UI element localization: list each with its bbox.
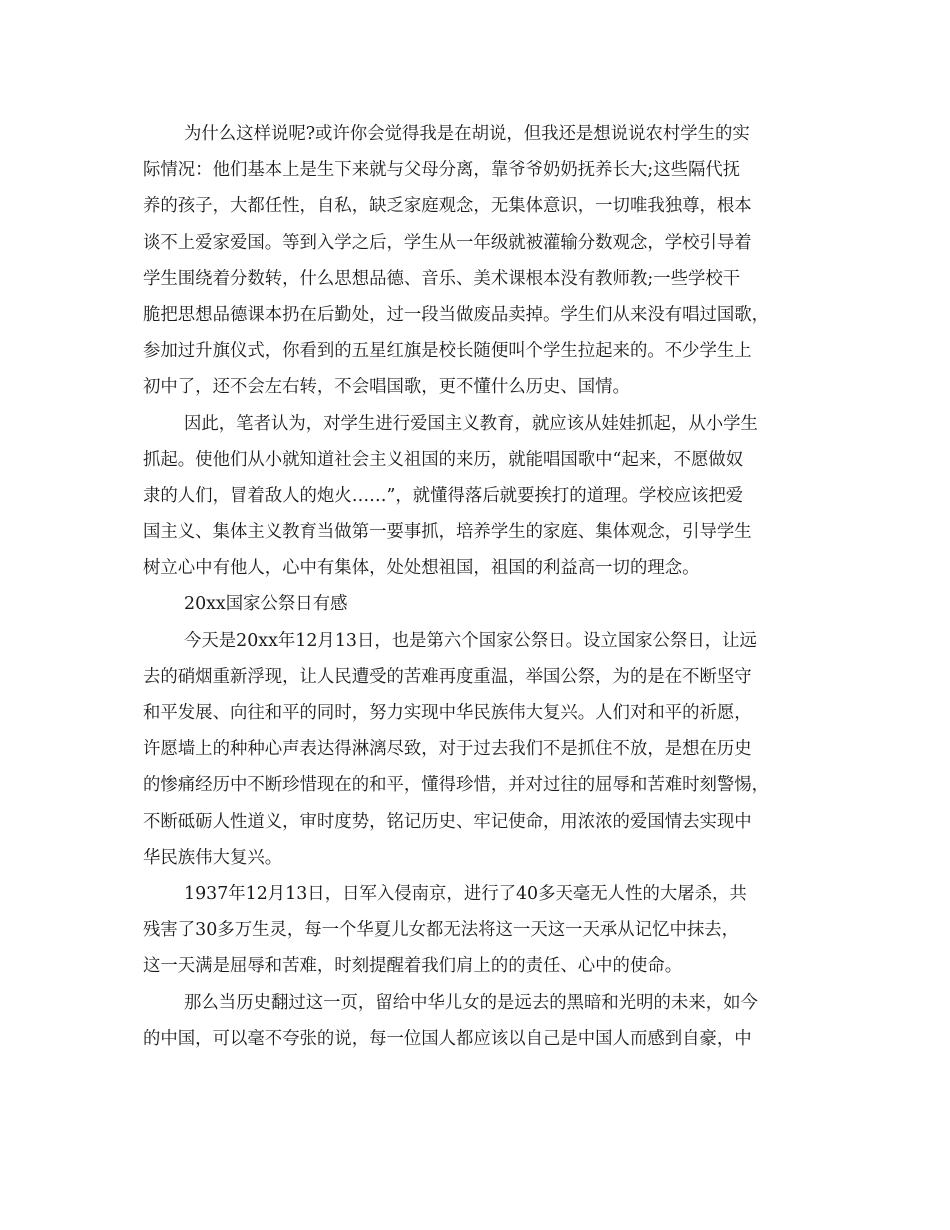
text-line: 初中了，还不会左右转，不会唱国歌，更不懂什么历史、国情。	[143, 377, 630, 398]
text-line: 际情况：他们基本上是生下来就与父母分离，靠爷爷奶奶抚养长大;这些隔代抚	[143, 160, 741, 181]
text-line: 许愿墙上的种种心声表达得淋漓尽致，对于过去我们不是抓住不放，是想在历史	[143, 739, 752, 760]
text-line: 脆把思想品德课本扔在后勤处，过一段当做废品卖掉。学生们从来没有唱过国歌，	[143, 304, 770, 325]
text-line: 谈不上爱家爱国。等到入学之后，学生从一年级就被灌输分数观念，学校引导着	[143, 232, 752, 253]
text-line: 这一天满是屈辱和苦难，时刻提醒着我们肩上的的责任、心中的使命。	[143, 956, 683, 977]
section-heading: 20xx国家公祭日有感	[184, 594, 348, 615]
text-line: 养的孩子，大都任性，自私，缺乏家庭观念，无集体意识，一切唯我独尊，根本	[143, 196, 752, 217]
text-line: 不断砥砺人性道义，审时度势，铭记历史、牢记使命，用浓浓的爱国情去实现中	[143, 811, 752, 832]
text-line: 国主义、集体主义教育当做第一要事抓，培养学生的家庭、集体观念，引导学生	[143, 522, 752, 543]
text-line: 的中国，可以毫不夸张的说，每一位国人都应该以自己是中国人而感到自豪，中	[143, 1028, 752, 1049]
text-line: 隶的人们，冒着敌人的炮火……”，就懂得落后就要挨打的道理。学校应该把爱	[143, 485, 744, 506]
text-line: 今天是20xx年12月13日，也是第六个国家公祭日。设立国家公祭日，让远	[184, 630, 757, 651]
text-line: 树立心中有他人，心中有集体，处处想祖国，祖国的利益高一切的理念。	[143, 558, 700, 579]
text-line: 去的硝烟重新浮现，让人民遭受的苦难再度重温，举国公祭，为的是在不断坚守	[143, 666, 752, 687]
text-line: 的惨痛经历中不断珍惜现在的和平，懂得珍惜，并对过往的屈辱和苦难时刻警惕，	[143, 775, 770, 796]
text-line: 那么当历史翻过这一页，留给中华儿女的是远去的黑暗和光明的未来，如今	[184, 992, 758, 1013]
text-line: 抓起。使他们从小就知道社会主义祖国的来历，就能唱国歌中“起来，不愿做奴	[143, 449, 744, 470]
text-line: 参加过升旗仪式，你看到的五星红旗是校长随便叫个学生拉起来的。不少学生上	[143, 341, 752, 362]
text-line: 和平发展、向往和平的同时，努力实现中华民族伟大复兴。人们对和平的祈愿，	[143, 703, 752, 723]
text-line: 学生围绕着分数转，什么思想品德、音乐、美术课根本没有教师教;一些学校干	[143, 268, 741, 289]
text-line: 因此，笔者认为，对学生进行爱国主义教育，就应该从娃娃抓起，从小学生	[184, 413, 758, 434]
text-line: 为什么这样说呢?或许你会觉得我是在胡说，但我还是想说说农村学生的实	[184, 124, 750, 144]
text-line: 残害了30多万生灵，每一个华夏儿女都无法将这一天这一天承从记忆中抹去，	[143, 920, 740, 941]
text-line: 华民族伟大复兴。	[143, 847, 283, 868]
document-body	[143, 116, 808, 1057]
text-line: 1937年12月13日，日军入侵南京，进行了40多天毫无人性的大屠杀，共	[184, 883, 747, 904]
